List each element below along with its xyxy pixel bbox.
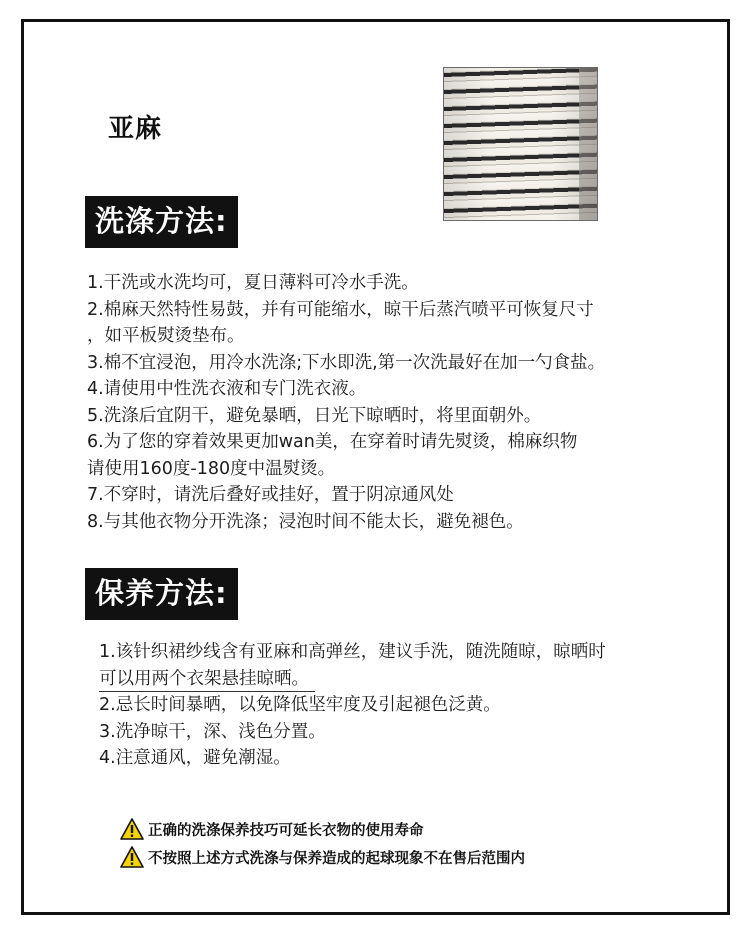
washing-instructions-list bbox=[87, 270, 687, 535]
washing-line: 4.请使用中性洗衣液和专门洗衣液。 bbox=[87, 379, 367, 399]
care-line-wrapper bbox=[99, 666, 699, 693]
washing-line: 8.与其他衣物分开洗涤；浸泡时间不能太长，避免褪色。 bbox=[87, 511, 524, 532]
notice-text: 不按照上述方式洗涤与保养造成的起球现象不在售后范围内 bbox=[148, 850, 525, 867]
care-line: 4.注意通风，避免潮湿。 bbox=[99, 748, 291, 768]
care-line: 3.洗净晾干，深、浅色分置。 bbox=[99, 721, 326, 742]
notice-text: 正确的洗涤保养技巧可延长衣物的使用寿命 bbox=[148, 822, 424, 839]
washing-line: 6.为了您的穿着效果更加wan美，在穿着时请先熨烫，棉麻织物 bbox=[87, 432, 578, 452]
washing-method-heading: 洗涤方法: bbox=[85, 196, 238, 248]
care-instructions-list bbox=[99, 639, 699, 772]
washing-line: 5.洗涤后宜阴干，避免暴晒，日光下晾晒时，将里面朝外。 bbox=[87, 405, 542, 426]
notice-row bbox=[120, 815, 525, 843]
care-line: 2.忌长时间暴晒，以免降低坚牢度及引起褪色泛黄。 bbox=[99, 695, 501, 715]
notices-block bbox=[120, 815, 525, 871]
washing-line: 3.棉不宜浸泡，用冷水洗涤;下水即洗,第一次洗最好在加一勺食盐。 bbox=[87, 352, 606, 373]
washing-line: ，如平板熨烫垫布。 bbox=[87, 326, 245, 346]
warning-icon bbox=[120, 818, 144, 840]
swatch-shadow-edge bbox=[579, 68, 597, 220]
fabric-swatch-image bbox=[443, 67, 598, 221]
care-line: 1.该针织裙纱线含有亚麻和高弹丝，建议手洗，随洗随晾，晾晒时 bbox=[99, 642, 606, 662]
warning-icon bbox=[120, 846, 144, 868]
material-title: 亚麻 bbox=[108, 114, 163, 144]
notice-row bbox=[120, 843, 525, 871]
care-line-underlined: 可以用两个衣架悬挂晾晒。 bbox=[99, 667, 315, 692]
washing-line: 7.不穿时，请洗后叠好或挂好，置于阴凉通风处 bbox=[87, 485, 454, 505]
washing-line: 1.干洗或水洗均可，夏日薄料可冷水手洗。 bbox=[87, 273, 419, 293]
care-method-heading: 保养方法: bbox=[85, 568, 238, 620]
washing-line: 请使用160度-180度中温熨烫。 bbox=[87, 458, 336, 479]
washing-line: 2.棉麻天然特性易鼓，并有可能缩水，晾干后蒸汽喷平可恢复尺寸 bbox=[87, 299, 594, 320]
